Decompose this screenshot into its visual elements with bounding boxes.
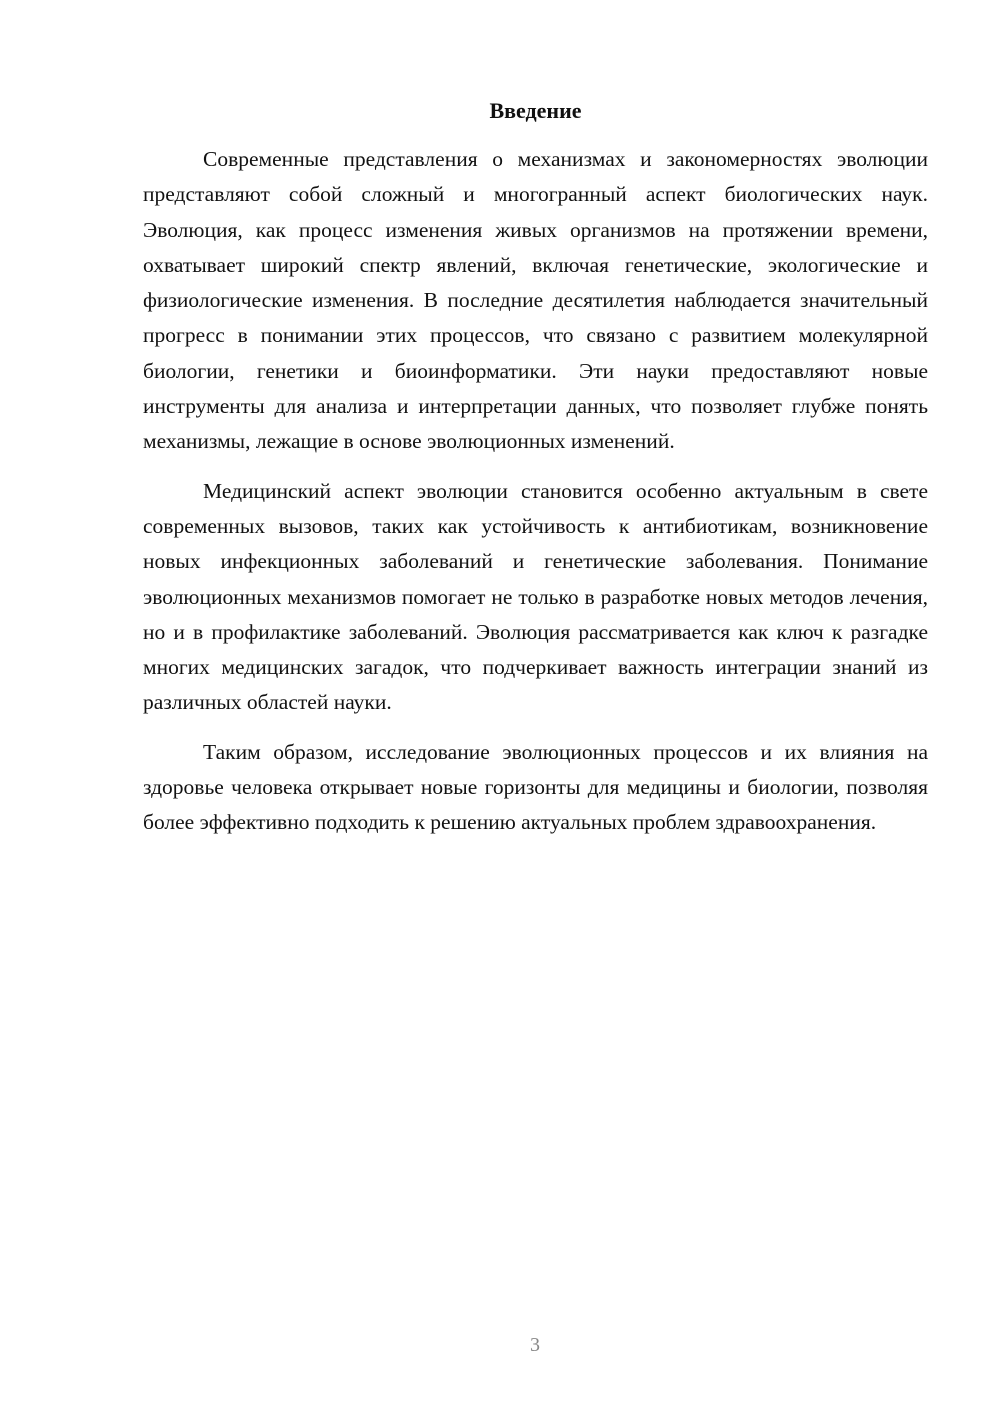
page-number: 3 <box>530 1334 540 1356</box>
section-title: Введение <box>489 98 582 123</box>
paragraph-1: Современные представления о механизмах и закономерностях эволюции представляют собой сложный и многогранный аспект биологических наук. Эволюция, как процесс изменения живых организмов на протяжении времени, охватывает широкий спектр явлений, включая генетические, экологические и физиологические изменения. В последние десятилетия наблюдается значительный прогресс в понимании этих процессов, что связано с развитием молекулярной биологии, генетики и биоинформатики. Эти науки предоставляют новые инструменты для анализа и интерпретации данных, что позволяет глубже понять механизмы, лежащие в основе эволюционных изменений. <box>143 147 928 454</box>
page-content <box>143 92 928 841</box>
paragraph-2: Медицинский аспект эволюции становится особенно актуальным в свете современных вызовов, таких как устойчивость к антибиотикам, возникновение новых инфекционных заболеваний и генетические заболевания. Понимание эволюционных механизмов помогает не только в разработке новых методов лечения, но и в профилактике заболеваний. Эволюция рассматривается как ключ к разгадке многих медицинских загадок, что подчеркивает важность интеграции знаний из различных областей науки. <box>143 478 928 715</box>
paragraph-3: Таким образом, исследование эволюционных процессов и их влияния на здоровье человека открывает новые горизонты для медицины и биологии, позволяя более эффективно подходить к решению актуальных проблем здравоохранения. <box>143 739 928 835</box>
